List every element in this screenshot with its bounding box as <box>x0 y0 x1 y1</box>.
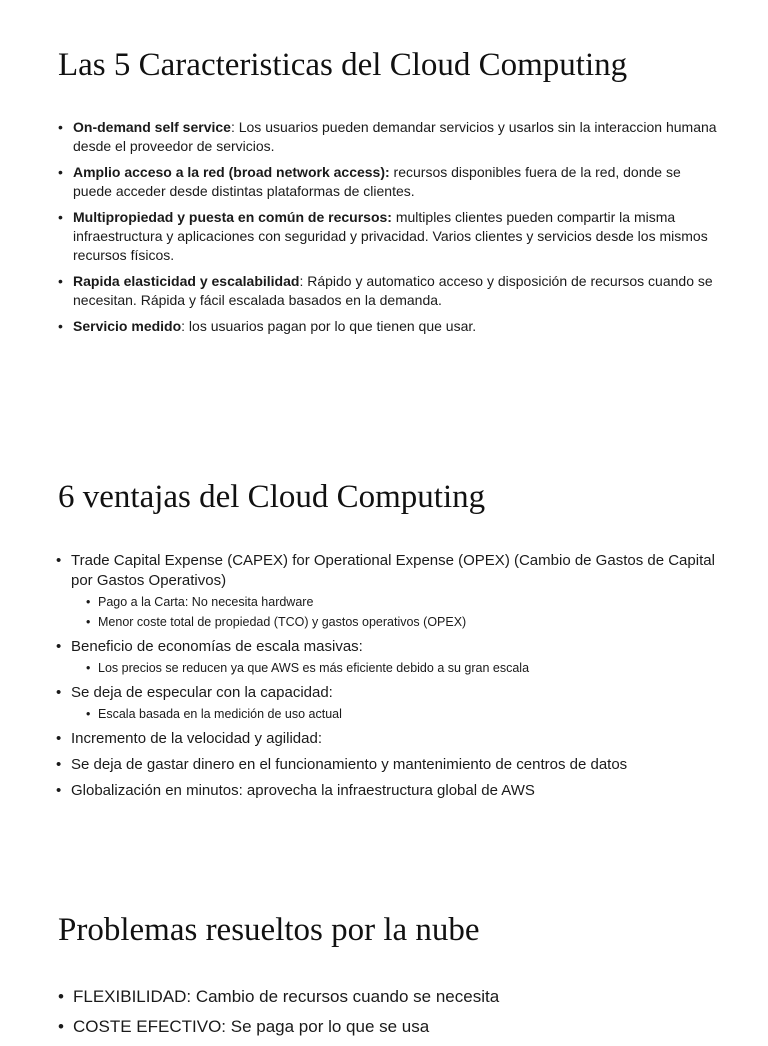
item-term: Servicio medido <box>73 318 182 334</box>
section-title-caracteristicas: Las 5 Caracteristicas del Cloud Computing <box>58 47 628 83</box>
sub-list-item: • Pago a la Carta: No necesita hardware <box>98 593 731 611</box>
sub-list-item: • Menor coste total de propiedad (TCO) y gastos operativos (OPEX) <box>98 613 731 631</box>
item-term: On-demand self service <box>73 119 231 135</box>
section-title-ventajas: 6 ventajas del Cloud Computing <box>58 479 486 515</box>
caracteristicas-list <box>73 118 723 343</box>
sub-list <box>71 705 731 723</box>
item-text: recursos disponibles fuera de la red, donde se puede acceder desde distintas plataformas de clientes. <box>73 164 681 199</box>
sub-list <box>71 659 731 677</box>
ventajas-list <box>71 551 731 807</box>
item-text: : Los usuarios pueden demandar servicios y usarlos sin la interaccion humana desde el proveedor de servicios. <box>73 119 717 154</box>
sub-list-item: • Escala basada en la medición de uso actual <box>98 705 731 723</box>
item-term: Multipropiedad y puesta en común de recursos: <box>73 209 392 225</box>
list-item <box>71 551 731 631</box>
problemas-list <box>73 986 733 1046</box>
list-item: • COSTE EFECTIVO: Se paga por lo que se usa <box>73 1016 733 1038</box>
item-text: Se deja de gastar dinero en el funcionamiento y mantenimiento de centros de datos <box>71 756 628 773</box>
item-text: Globalización en minutos: aprovecha la infraestructura global de AWS <box>71 782 535 799</box>
list-item <box>71 637 731 677</box>
item-text: Beneficio de economías de escala masivas: <box>71 638 363 655</box>
list-item <box>73 208 723 265</box>
sub-list <box>71 593 731 631</box>
list-item <box>71 729 731 749</box>
item-text: : los usuarios pagan por lo que tienen que usar. <box>181 318 477 334</box>
item-text: Trade Capital Expense (CAPEX) for Operational Expense (OPEX) (Cambio de Gastos de Capital por Gastos Operativos) <box>71 552 715 589</box>
list-item <box>71 755 731 775</box>
list-item <box>73 272 723 310</box>
item-text: : Rápido y automatico acceso y disposición de recursos cuando se necesitan. Rápida y fácil escalada basados en la demanda. <box>73 273 713 308</box>
list-item <box>73 163 723 201</box>
item-text: Se deja de especular con la capacidad: <box>71 684 333 701</box>
list-item <box>73 317 723 336</box>
sub-list-item: • Los precios se reducen ya que AWS es más eficiente debido a su gran escala <box>98 659 731 677</box>
item-term: Rapida elasticidad y escalabilidad <box>73 273 300 289</box>
item-term: Amplio acceso a la red (broad network access): <box>73 164 390 180</box>
list-item <box>73 118 723 156</box>
section-title-problemas: Problemas resueltos por la nube <box>58 912 480 948</box>
list-item <box>71 781 731 801</box>
list-item <box>71 683 731 723</box>
item-text: multiples clientes pueden compartir la misma infraestructura y aplicaciones con seguridad y privacidad. Varios clientes y servicios desde los mismos recursos físicos. <box>73 209 708 263</box>
list-item: • FLEXIBILIDAD: Cambio de recursos cuando se necesita <box>73 986 733 1008</box>
item-text: Incremento de la velocidad y agilidad: <box>71 730 322 747</box>
